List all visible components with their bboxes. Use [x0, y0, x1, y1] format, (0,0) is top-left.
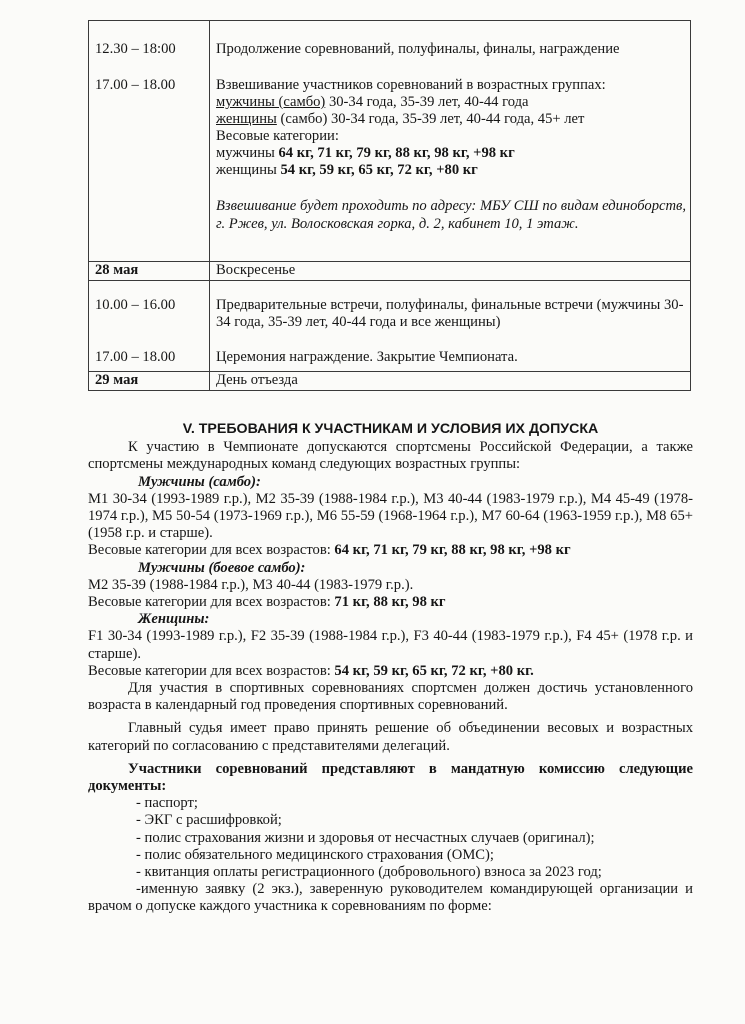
weights-label: Весовые категории для всех возрастов:: [88, 662, 331, 679]
documents-heading: Участники соревнований представляют в мандатную комиссию следующие документы:: [88, 760, 693, 795]
group-heading-men-combat: Мужчины (боевое самбо):: [138, 559, 306, 576]
time-slot: 17.00 – 18.00: [95, 77, 176, 93]
weights-label: Весовые категории для всех возрастов:: [88, 542, 331, 559]
weights-line-3: [88, 663, 693, 680]
weights-line-1: [88, 542, 693, 559]
day-date: 28 мая: [89, 262, 210, 281]
document-item-last: -именную заявку (2 экз.), заверенную руководителем командирующей организации и врачом о допуске каждого участника к соревнованиям по форме:: [88, 881, 693, 915]
weighing-men: [216, 94, 686, 111]
weights-men-label: мужчины: [216, 145, 279, 161]
weighing-address: Взвешивание будет проходить по адресу: МБУ СШ по видам единоборств, г. Ржев, ул. Волосковская горка, д. 2, кабинет 10, 1 этаж.: [216, 198, 686, 232]
weights-values: 71 кг, 88 кг, 98 кг: [330, 594, 446, 611]
weights-label: Весовые категории для всех возрастов:: [88, 594, 331, 611]
day-date: 29 мая: [89, 372, 210, 391]
weights-women-values: 54 кг, 59 кг, 65 кг, 72 кг, +80 кг: [280, 162, 478, 178]
weighing-women: [216, 111, 686, 128]
schedule-row-day27: [89, 21, 691, 262]
time-slot: 10.00 – 16.00: [95, 297, 176, 313]
group-women: F1 30-34 (1993-1989 г.р.), F2 35-39 (1988-1984 г.р.), F3 40-44 (1983-1979 г.р.), F4 45+ (1978 г.р. и старше).: [88, 628, 693, 662]
weights-women: [216, 162, 686, 179]
weights-values: 64 кг, 71 кг, 79 кг, 88 кг, 98 кг, +98 кг: [330, 542, 571, 559]
schedule-event-cell: [210, 21, 691, 262]
schedule-row-day28-header: [89, 262, 691, 281]
weights-women-label: женщины: [216, 162, 281, 178]
group-heading-women: Женщины:: [138, 611, 210, 628]
document-item: - паспорт;: [136, 795, 198, 812]
section-title: V. ТРЕБОВАНИЯ К УЧАСТНИКАМ И УСЛОВИЯ ИХ ДОПУСКА: [182, 421, 599, 437]
event-text: Предварительные встречи, полуфиналы, финальные встречи (мужчины 30-34 года, 35-39 лет, 40-44 года и все женщины): [216, 297, 684, 330]
weights-title: Весовые категории:: [216, 128, 339, 144]
group-heading-men-sambo: Мужчины (самбо):: [138, 473, 261, 490]
weighing-men-label: мужчины (самбо): [216, 94, 326, 110]
day-name: День отъезда: [210, 372, 691, 391]
weighing-men-ages: 30-34 года, 35-39 лет, 40-44 года: [325, 94, 529, 110]
group-men-sambo: М1 30-34 (1993-1989 г.р.), М2 35-39 (1988-1984 г.р.), М3 40-44 (1983-1979 г.р.), М4 45-49 (1978-1974 г.р.), М5 50-54 (1973-1969 г.р.), М6 55-59 (1968-1964 г.р.), М7 60-64 (1963-1959 г.р.), М8 65+ (1958 г.р. и старше).: [88, 490, 693, 542]
document-item: - ЭКГ с расшифровкой;: [136, 812, 282, 829]
section-requirements: [88, 421, 693, 916]
time-slot: 17.00 – 18.00: [95, 349, 176, 365]
document-item: - полис обязательного медицинского страхования (ОМС);: [136, 846, 494, 863]
judge-rule: Главный судья имеет право принять решение об объединении весовых и возрастных категорий по согласованию с представителями делегаций.: [88, 720, 693, 754]
schedule-row-day28: [89, 281, 691, 372]
weights-men-values: 64 кг, 71 кг, 79 кг, 88 кг, 98 кг, +98 кг: [278, 145, 515, 161]
document-item: - квитанция оплаты регистрационного (добровольного) взноса за 2023 год;: [136, 864, 602, 881]
weighing-title: Взвешивание участников соревнований в возрастных группах:: [216, 77, 606, 93]
group-men-combat: М2 35-39 (1988-1984 г.р.), М3 40-44 (1983-1979 г.р.).: [88, 576, 414, 593]
event-text: Церемония награждение. Закрытие Чемпионата.: [216, 349, 518, 365]
document-item: - полис страхования жизни и здоровья от несчастных случаев (оригинал);: [136, 829, 595, 846]
weights-men: [216, 145, 686, 162]
day-name: Воскресенье: [210, 262, 691, 281]
schedule-event-cell: [210, 281, 691, 372]
schedule-table: [88, 20, 691, 391]
weighing-women-label: женщины: [216, 111, 277, 127]
event-text: Продолжение соревнований, полуфиналы, финалы, награждение: [216, 41, 620, 57]
schedule-row-day29: [89, 372, 691, 391]
time-slot: 12.30 – 18:00: [95, 41, 176, 57]
age-rule: Для участия в спортивных соревнованиях спортсмен должен достичь установленного возраста в календарный год проведения спортивных соревнований.: [88, 680, 693, 714]
schedule-time-cell: [89, 21, 210, 262]
section-intro: К участию в Чемпионате допускаются спортсмены Российской Федерации, а также спортсмены международных команд следующих возрастных группы:: [88, 439, 693, 473]
weights-line-2: [88, 594, 693, 611]
weights-values: 54 кг, 59 кг, 65 кг, 72 кг, +80 кг.: [330, 662, 534, 679]
schedule-time-cell: [89, 281, 210, 372]
weighing-block: [216, 77, 686, 233]
weighing-women-ages: (самбо) 30-34 года, 35-39 лет, 40-44 года, 45+ лет: [276, 111, 585, 127]
